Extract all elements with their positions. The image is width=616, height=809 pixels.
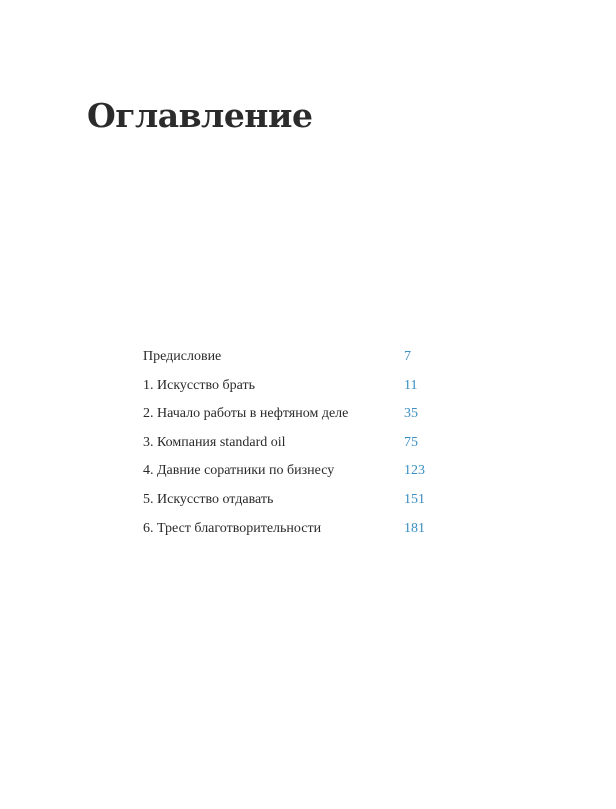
toc-entry-title: 2. Начало работы в нефтяном деле xyxy=(143,406,349,422)
toc-entry-page-number[interactable]: 181 xyxy=(404,520,425,536)
toc-entry-title: 3. Компания standard oil xyxy=(143,434,286,450)
toc-entry-page-number[interactable]: 35 xyxy=(404,406,418,422)
toc-entry-chapter-4[interactable] xyxy=(143,460,443,489)
toc-entry-page-number[interactable]: 11 xyxy=(404,377,418,393)
toc-entry-chapter-6[interactable] xyxy=(143,518,443,547)
toc-entry-title: 5. Искусство отдавать xyxy=(143,491,274,507)
toc-entry-chapter-5[interactable] xyxy=(143,489,443,518)
toc-entry-chapter-2[interactable] xyxy=(143,403,443,432)
toc-entry-title: 1. Искусство брать xyxy=(143,377,255,393)
toc-entry-title: 6. Трест благотворительности xyxy=(143,520,322,536)
toc-entry-page-number[interactable]: 151 xyxy=(404,491,425,507)
table-of-contents xyxy=(143,346,443,546)
toc-entry-page-number[interactable]: 7 xyxy=(404,349,411,364)
toc-entry-title: 4. Давние соратники по бизнесу xyxy=(143,463,335,479)
toc-entry-page-number[interactable]: 123 xyxy=(404,463,425,479)
toc-entry-preface[interactable] xyxy=(143,346,443,375)
page-title: Оглавление xyxy=(87,96,313,135)
toc-entry-chapter-3[interactable] xyxy=(143,432,443,461)
toc-entry-chapter-1[interactable] xyxy=(143,375,443,404)
toc-entry-page-number[interactable]: 75 xyxy=(404,434,418,450)
toc-entry-title: Предисловие xyxy=(143,349,222,364)
